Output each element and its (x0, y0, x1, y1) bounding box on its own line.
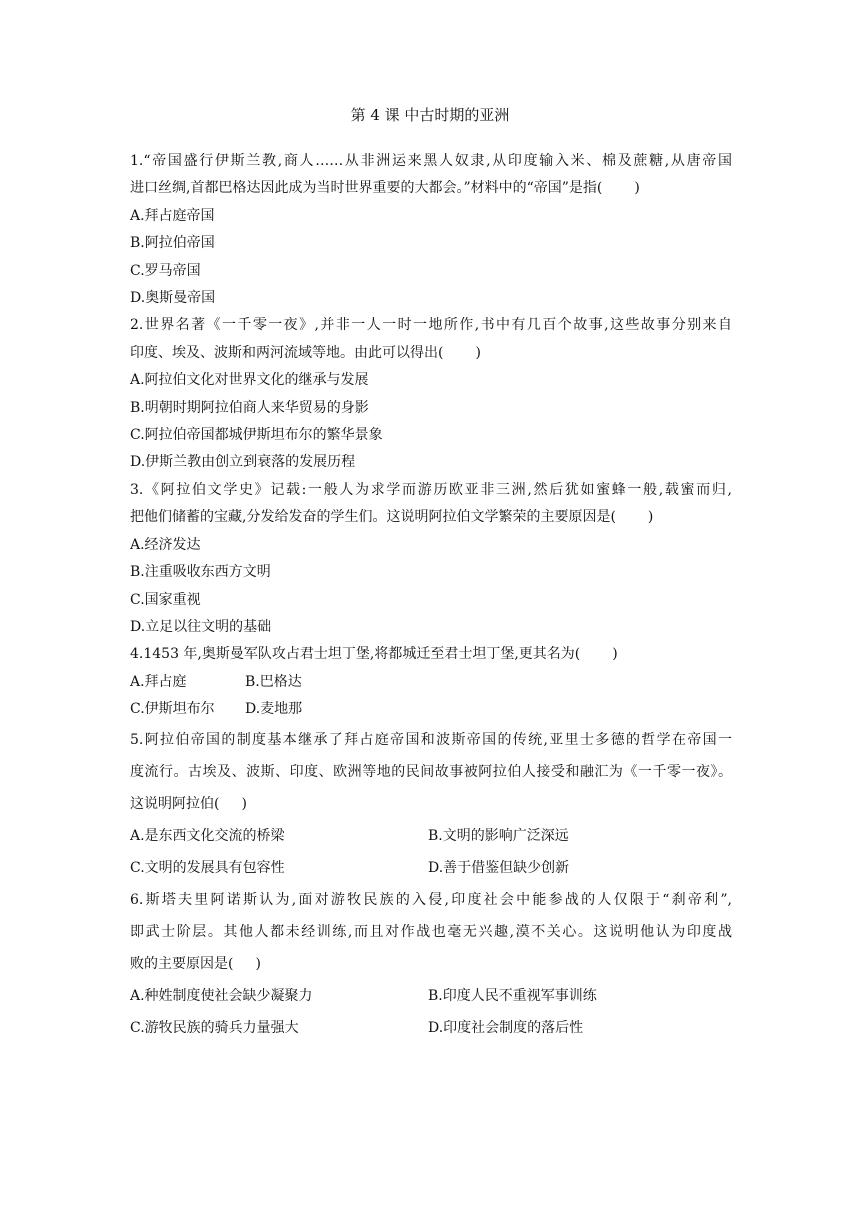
option-b: B.印度人民不重视军事训练 (428, 987, 597, 1004)
question-stem-line: 度流行。古埃及、波斯、印度、欧洲等地的民间故事被阿拉伯人接受和融汇为《一千零一夜》。 (130, 763, 732, 780)
option-c: C.游牧民族的骑兵力量强大 (130, 1019, 299, 1036)
option-row (130, 669, 732, 696)
question-1 (130, 148, 732, 312)
question-stem-line: 1.“帝国盛行伊斯兰教,商人……从非洲运来黑人奴隶,从印度输入米、棉及蔗糖,从唐帝国 (130, 153, 732, 169)
option-row (130, 852, 732, 884)
option-c: C.国家重视 (130, 591, 201, 608)
question-stem-line: 印度、埃及、波斯和两河流域等地。由此可以得出( ) (130, 344, 481, 361)
option-c: C.阿拉伯帝国都城伊斯坦布尔的繁华景象 (130, 427, 383, 444)
question-5 (130, 724, 732, 884)
question-stem-line: 进口丝绸,首都巴格达因此成为当时世界重要的大都会。”材料中的“帝国”是指( ) (130, 180, 640, 197)
option-a: A.拜占庭 (130, 673, 187, 690)
question-2 (130, 312, 732, 476)
question-stem-line: 把他们储蓄的宝藏,分发给发奋的学生们。这说明阿拉伯文学繁荣的主要原因是( ) (130, 509, 654, 526)
option-b: B.文明的影响广泛深远 (428, 827, 569, 844)
question-stem-line: 6.斯塔夫里阿诺斯认为,面对游牧民族的入侵,印度社会中能参战的人仅限于“刹帝利”, (130, 891, 732, 908)
question-6 (130, 884, 732, 1044)
option-d: D.善于借鉴但缺少创新 (428, 859, 570, 876)
option-b: B.阿拉伯帝国 (130, 235, 215, 252)
question-3 (130, 477, 732, 641)
option-a: A.拜占庭帝国 (130, 207, 215, 224)
page-title: 第 4 课 中古时期的亚洲 (350, 106, 510, 124)
option-row (130, 820, 732, 852)
question-stem-line: 这说明阿拉伯( ) (130, 795, 247, 812)
option-c: C.罗马帝国 (130, 262, 201, 279)
option-row (130, 696, 732, 723)
option-a: A.是东西文化交流的桥梁 (130, 827, 285, 844)
option-a: A.阿拉伯文化对世界文化的继承与发展 (130, 372, 369, 389)
option-c: C.文明的发展具有包容性 (130, 859, 285, 876)
question-stem-line: 2.世界名著《一千零一夜》,并非一人一时一地所作,书中有几百个故事,这些故事分别来自 (130, 317, 732, 334)
option-row (130, 1012, 732, 1044)
option-d: D.麦地那 (245, 701, 303, 718)
option-b: B.注重吸收东西方文明 (130, 564, 271, 581)
option-d: D.立足以往文明的基础 (130, 618, 272, 635)
question-stem-line: 即武士阶层。其他人都未经训练,而且对作战也毫无兴趣,漠不关心。这说明他认为印度战 (130, 923, 732, 940)
question-list (130, 148, 732, 1044)
question-stem-line: 3.《阿拉伯文学史》记载:一般人为求学而游历欧亚非三洲,然后犹如蜜蜂一般,载蜜而归, (130, 481, 732, 498)
option-c: C.伊斯坦布尔 (130, 701, 215, 718)
question-stem-line: 败的主要原因是( ) (130, 955, 261, 972)
option-b: B.明朝时期阿拉伯商人来华贸易的身影 (130, 399, 369, 416)
option-d: D.奥斯曼帝国 (130, 290, 216, 307)
option-a: A.经济发达 (130, 536, 201, 553)
option-a: A.种姓制度使社会缺少凝聚力 (130, 987, 313, 1004)
question-stem-line: 5.阿拉伯帝国的制度基本继承了拜占庭帝国和波斯帝国的传统,亚里士多德的哲学在帝国一 (130, 731, 732, 748)
option-d: D.伊斯兰教由创立到衰落的发展历程 (130, 454, 356, 471)
option-d: D.印度社会制度的落后性 (428, 1019, 584, 1036)
question-stem-line: 4.1453 年,奥斯曼军队攻占君士坦丁堡,将都城迁至君士坦丁堡,更其名为( ) (130, 646, 618, 663)
option-row (130, 980, 732, 1012)
option-b: B.巴格达 (245, 673, 302, 690)
question-4 (130, 641, 732, 723)
